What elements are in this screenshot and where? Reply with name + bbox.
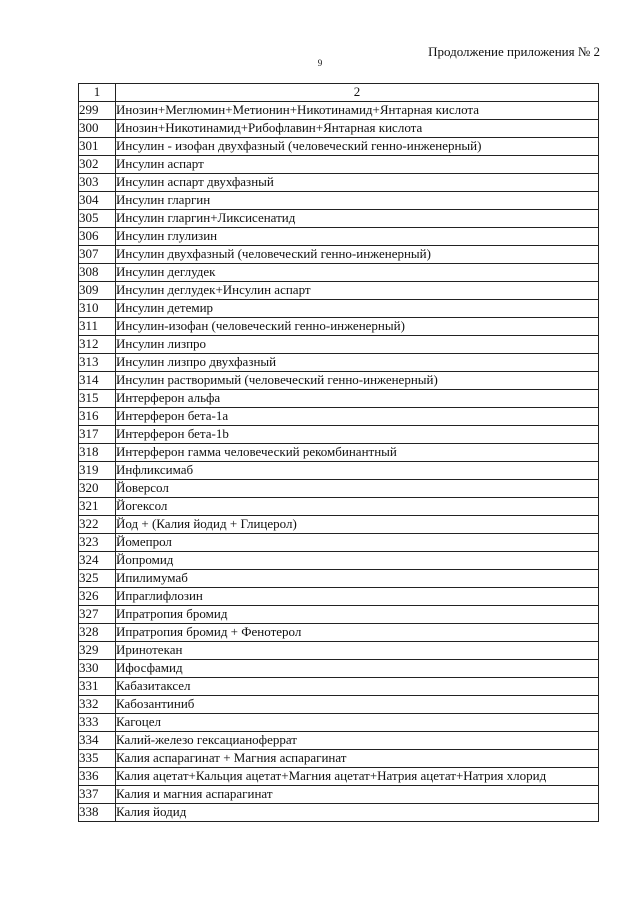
drug-name-cell: Инсулин растворимый (человеческий генно-инженерный) xyxy=(116,372,599,390)
drug-name-cell: Калия аспарагинат + Магния аспарагинат xyxy=(116,750,599,768)
page-number: 9 xyxy=(317,58,323,68)
table-row xyxy=(79,318,599,336)
drug-name-cell: Йод + (Калия йодид + Глицерол) xyxy=(116,516,599,534)
table-row xyxy=(79,498,599,516)
table-row xyxy=(79,804,599,822)
drug-name-cell: Ипратропия бромид xyxy=(116,606,599,624)
table-row xyxy=(79,372,599,390)
row-number-cell: 338 xyxy=(79,804,116,822)
drug-name-cell: Ипратропия бромид + Фенотерол xyxy=(116,624,599,642)
drug-name-cell: Интерферон альфа xyxy=(116,390,599,408)
table-row xyxy=(79,228,599,246)
row-number-cell: 322 xyxy=(79,516,116,534)
row-number-cell: 335 xyxy=(79,750,116,768)
drug-name-cell: Йопромид xyxy=(116,552,599,570)
row-number-cell: 334 xyxy=(79,732,116,750)
row-number-cell: 319 xyxy=(79,462,116,480)
table-header-row xyxy=(79,84,599,102)
drug-name-cell: Инсулин гларгин xyxy=(116,192,599,210)
row-number-cell: 309 xyxy=(79,282,116,300)
table-row xyxy=(79,300,599,318)
drug-name-cell: Интерферон бета-1а xyxy=(116,408,599,426)
row-number-cell: 337 xyxy=(79,786,116,804)
table-row xyxy=(79,606,599,624)
drug-name-cell: Интерферон гамма человеческий рекомбинантный xyxy=(116,444,599,462)
row-number-cell: 299 xyxy=(79,102,116,120)
table-row xyxy=(79,246,599,264)
table-row xyxy=(79,120,599,138)
drug-name-cell: Кагоцел xyxy=(116,714,599,732)
row-number-cell: 333 xyxy=(79,714,116,732)
row-number-cell: 325 xyxy=(79,570,116,588)
drug-name-cell: Ифосфамид xyxy=(116,660,599,678)
table-row xyxy=(79,354,599,372)
table-row xyxy=(79,534,599,552)
row-number-cell: 305 xyxy=(79,210,116,228)
row-number-cell: 300 xyxy=(79,120,116,138)
row-number-cell: 323 xyxy=(79,534,116,552)
table-row xyxy=(79,282,599,300)
drug-name-cell: Йомепрол xyxy=(116,534,599,552)
drug-list-body xyxy=(79,84,599,822)
table-row xyxy=(79,174,599,192)
drug-name-cell: Йоверсол xyxy=(116,480,599,498)
drug-name-cell: Иринотекан xyxy=(116,642,599,660)
column-header-name: 2 xyxy=(116,84,599,102)
drug-name-cell: Инфликсимаб xyxy=(116,462,599,480)
table-row xyxy=(79,462,599,480)
drug-name-cell: Инсулин лизпро xyxy=(116,336,599,354)
drug-name-cell: Кабазитаксел xyxy=(116,678,599,696)
table-row xyxy=(79,624,599,642)
table-row xyxy=(79,642,599,660)
row-number-cell: 312 xyxy=(79,336,116,354)
row-number-cell: 329 xyxy=(79,642,116,660)
column-header-number: 1 xyxy=(79,84,116,102)
drug-name-cell: Инсулин-изофан (человеческий генно-инженерный) xyxy=(116,318,599,336)
drug-name-cell: Инсулин аспарт xyxy=(116,156,599,174)
drug-name-cell: Интерферон бета-1b xyxy=(116,426,599,444)
table-row xyxy=(79,570,599,588)
drug-name-cell: Инсулин глулизин xyxy=(116,228,599,246)
table-row xyxy=(79,714,599,732)
table-row xyxy=(79,480,599,498)
drug-list-table xyxy=(78,83,599,822)
drug-name-cell: Инсулин деглудек xyxy=(116,264,599,282)
row-number-cell: 331 xyxy=(79,678,116,696)
row-number-cell: 310 xyxy=(79,300,116,318)
table-row xyxy=(79,444,599,462)
row-number-cell: 308 xyxy=(79,264,116,282)
row-number-cell: 324 xyxy=(79,552,116,570)
table-row xyxy=(79,156,599,174)
table-row xyxy=(79,390,599,408)
row-number-cell: 313 xyxy=(79,354,116,372)
row-number-cell: 307 xyxy=(79,246,116,264)
table-row xyxy=(79,336,599,354)
drug-name-cell: Калия ацетат+Кальция ацетат+Магния ацетат+Натрия ацетат+Натрия хлорид xyxy=(116,768,599,786)
row-number-cell: 320 xyxy=(79,480,116,498)
row-number-cell: 316 xyxy=(79,408,116,426)
drug-name-cell: Инсулин деглудек+Инсулин аспарт xyxy=(116,282,599,300)
table-row xyxy=(79,210,599,228)
row-number-cell: 301 xyxy=(79,138,116,156)
drug-name-cell: Кабозантиниб xyxy=(116,696,599,714)
row-number-cell: 321 xyxy=(79,498,116,516)
row-number-cell: 330 xyxy=(79,660,116,678)
table-row xyxy=(79,678,599,696)
drug-name-cell: Калия и магния аспарагинат xyxy=(116,786,599,804)
row-number-cell: 318 xyxy=(79,444,116,462)
drug-name-cell: Ипилимумаб xyxy=(116,570,599,588)
row-number-cell: 317 xyxy=(79,426,116,444)
table-row xyxy=(79,750,599,768)
drug-name-cell: Йогексол xyxy=(116,498,599,516)
table-row xyxy=(79,192,599,210)
table-row xyxy=(79,264,599,282)
drug-name-cell: Инсулин двухфазный (человеческий генно-инженерный) xyxy=(116,246,599,264)
drug-name-cell: Инозин+Меглюмин+Метионин+Никотинамид+Янтарная кислота xyxy=(116,102,599,120)
drug-name-cell: Инсулин лизпро двухфазный xyxy=(116,354,599,372)
table-row xyxy=(79,552,599,570)
table-row xyxy=(79,426,599,444)
row-number-cell: 302 xyxy=(79,156,116,174)
table-row xyxy=(79,660,599,678)
drug-name-cell: Инозин+Никотинамид+Рибофлавин+Янтарная кислота xyxy=(116,120,599,138)
drug-name-cell: Ипраглифлозин xyxy=(116,588,599,606)
drug-name-cell: Инсулин - изофан двухфазный (человеческий генно-инженерный) xyxy=(116,138,599,156)
row-number-cell: 306 xyxy=(79,228,116,246)
table-row xyxy=(79,696,599,714)
row-number-cell: 315 xyxy=(79,390,116,408)
appendix-continuation-header: Продолжение приложения № 2 xyxy=(428,44,600,59)
table-row xyxy=(79,102,599,120)
row-number-cell: 314 xyxy=(79,372,116,390)
row-number-cell: 328 xyxy=(79,624,116,642)
row-number-cell: 303 xyxy=(79,174,116,192)
drug-name-cell: Калий-железо гексацианоферрат xyxy=(116,732,599,750)
drug-name-cell: Инсулин гларгин+Ликсисенатид xyxy=(116,210,599,228)
row-number-cell: 327 xyxy=(79,606,116,624)
table-row xyxy=(79,588,599,606)
row-number-cell: 336 xyxy=(79,768,116,786)
table-row xyxy=(79,732,599,750)
row-number-cell: 326 xyxy=(79,588,116,606)
table-row xyxy=(79,786,599,804)
row-number-cell: 311 xyxy=(79,318,116,336)
table-row xyxy=(79,138,599,156)
table-row xyxy=(79,408,599,426)
drug-name-cell: Калия йодид xyxy=(116,804,599,822)
row-number-cell: 304 xyxy=(79,192,116,210)
row-number-cell: 332 xyxy=(79,696,116,714)
table-row xyxy=(79,768,599,786)
drug-name-cell: Инсулин аспарт двухфазный xyxy=(116,174,599,192)
drug-name-cell: Инсулин детемир xyxy=(116,300,599,318)
table-row xyxy=(79,516,599,534)
